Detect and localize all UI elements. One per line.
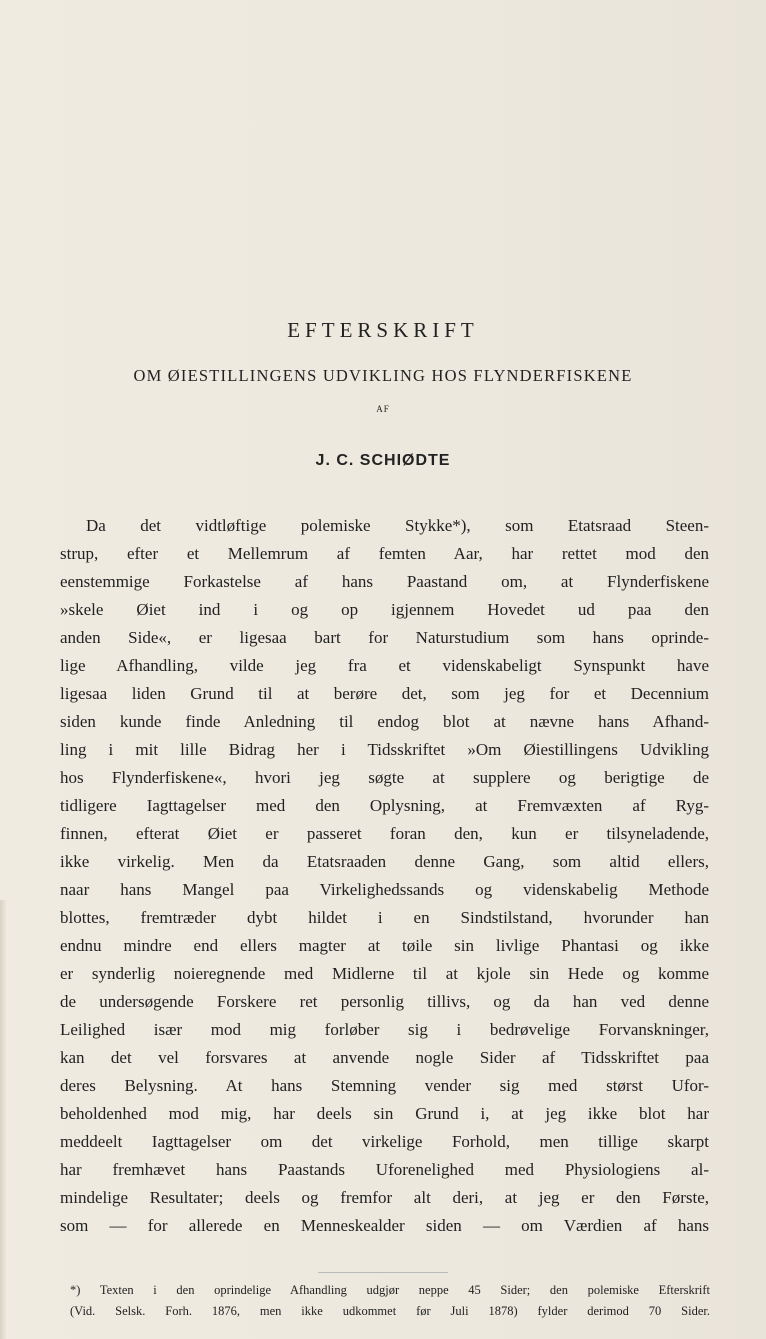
body-text — [60, 512, 709, 1240]
text-line: meddeelt Iagttagelser om det virkelige Forhold, men tillige skarpt — [60, 1132, 709, 1151]
text-line: lige Afhandling, vilde jeg fra et videnskabeligt Synspunkt have — [60, 656, 709, 675]
text-line: som — for allerede en Menneskealder siden — om Værdien af hans — [60, 1216, 709, 1235]
text-line: beholdenhed mod mig, har deels sin Grund i, at jeg ikke blot har — [60, 1104, 709, 1123]
text-line: Leilighed især mod mig forløber sig i bedrøvelige Forvanskninger, — [60, 1020, 709, 1039]
text-line: tidligere Iagttagelser med den Oplysning, at Fremvæxten af Ryg- — [60, 796, 709, 815]
text-line: eenstemmige Forkastelse af hans Paastand om, at Flynderfiskene — [60, 572, 709, 591]
text-line: Da det vidtløftige polemiske Stykke*), som Etatsraad Steen- — [86, 516, 709, 535]
binding-shadow — [0, 900, 6, 1339]
text-line: deres Belysning. At hans Stemning vender sig med størst Ufor- — [60, 1076, 709, 1095]
text-line: de undersøgende Forskere ret personlig tillivs, og da han ved denne — [60, 992, 709, 1011]
page-title: EFTERSKRIFT — [287, 318, 479, 342]
text-line: strup, efter et Mellemrum af femten Aar, har rettet mod den — [60, 544, 709, 563]
text-line: ling i mit lille Bidrag her i Tidsskriftet »Om Øiestillingens Udvikling — [60, 740, 709, 759]
footnote-line: *) Texten i den oprindelige Afhandling udgjør neppe 45 Sider; den polemiske Efterskrift — [70, 1283, 710, 1297]
text-line: anden Side«, er ligesaa bart for Naturstudium som hans oprinde- — [60, 628, 709, 647]
text-line: kan det vel forsvares at anvende nogle Sider af Tidsskriftet paa — [60, 1048, 709, 1067]
page-subtitle: OM ØIESTILLINGENS UDVIKLING HOS FLYNDERFISKENE — [133, 366, 633, 385]
text-line: finnen, efterat Øiet er passeret foran den, kun er tilsyneladende, — [60, 824, 709, 843]
text-line: naar hans Mangel paa Virkelighedssands og videnskabelig Methode — [60, 880, 709, 899]
text-line: siden kunde finde Anledning til endog blot at nævne hans Afhand- — [60, 712, 709, 731]
text-line: har fremhævet hans Paastands Uforenelighed med Physiologiens al- — [60, 1160, 709, 1179]
text-line: hos Flynderfiskene«, hvori jeg søgte at supplere og berigtige de — [60, 768, 709, 787]
footnote-line: (Vid. Selsk. Forh. 1876, men ikke udkommet før Juli 1878) fylder derimod 70 Sider. — [70, 1304, 710, 1318]
text-line: blottes, fremtræder dybt hildet i en Sindstilstand, hvorunder han — [60, 908, 709, 927]
text-line: mindelige Resultater; deels og fremfor alt deri, at jeg er den Første, — [60, 1188, 709, 1207]
footnote — [70, 1280, 710, 1322]
byline-prefix: AF — [376, 404, 390, 414]
author-name: J. C. SCHIØDTE — [315, 452, 451, 469]
text-line: endnu mindre end ellers magter at tøile sin livlige Phantasi og ikke — [60, 936, 709, 955]
text-line: ligesaa liden Grund til at berøre det, som jeg for et Decennium — [60, 684, 709, 703]
text-line: ikke virkelig. Men da Etatsraaden denne Gang, som altid ellers, — [60, 852, 709, 871]
text-line: »skele Øiet ind i og op igjennem Hovedet ud paa den — [60, 600, 709, 619]
footnote-divider — [318, 1272, 448, 1273]
text-line: er synderlig noieregnende med Midlerne til at kjole sin Hede og komme — [60, 964, 709, 983]
